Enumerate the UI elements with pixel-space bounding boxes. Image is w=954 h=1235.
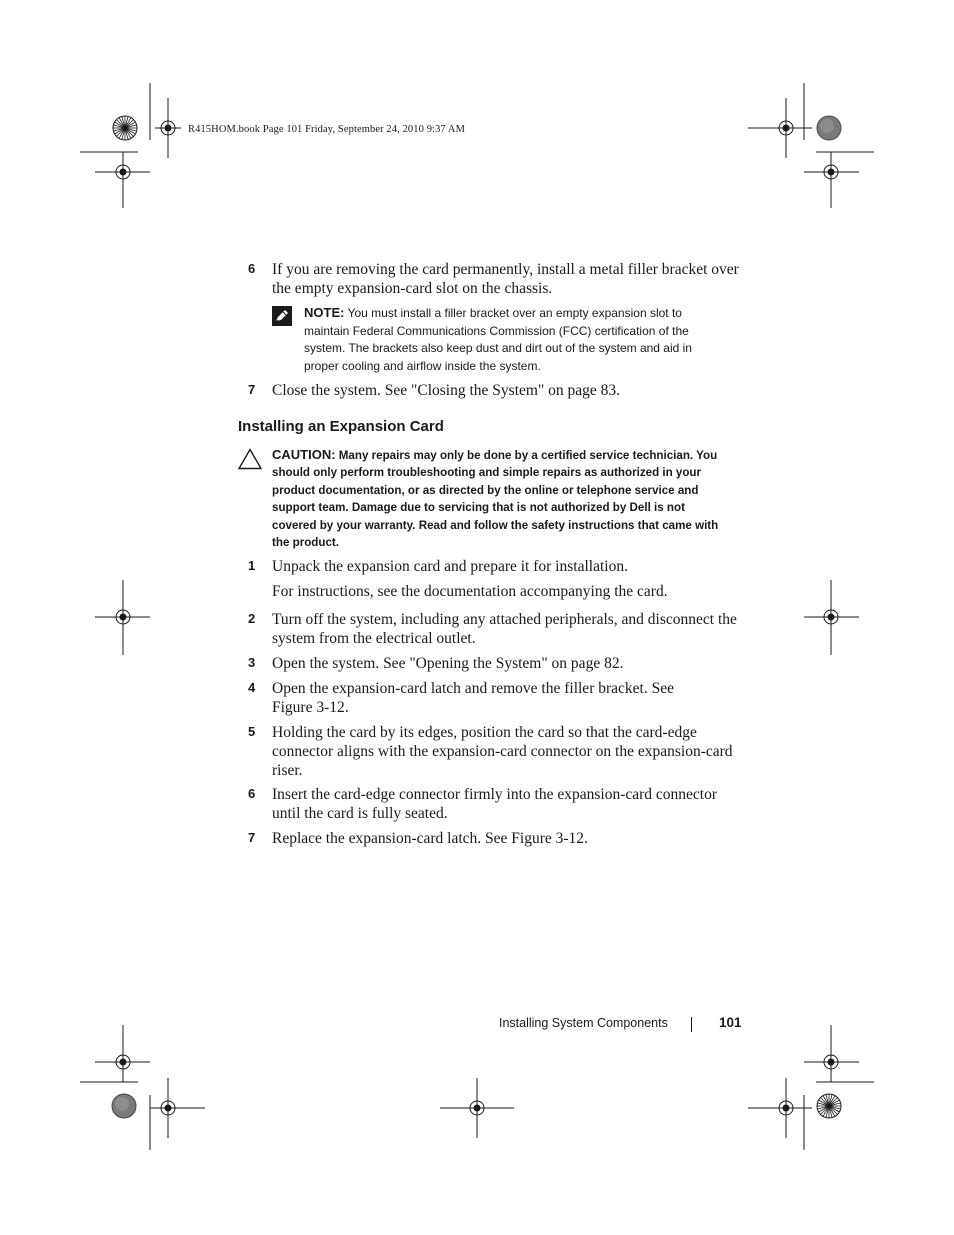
step-1-followup: For instructions, see the documentation accompanying the card.	[272, 583, 668, 600]
starburst-mark	[817, 1094, 841, 1118]
footer-chapter-title: Installing System Components	[499, 1016, 668, 1030]
caution-body: Many repairs may only be done by a certified service technician. You should only perform troubleshooting and simple repairs as authorized in your product documentation, or as directed by the online or telephone service and support team. Damage due to servicing that is not authorized by Dell is not covered by your warranty. Read and follow the safety instructions that came with the product.	[272, 449, 719, 550]
step-text: Turn off the system, including any attached peripherals, and disconnect the system from the electrical outlet.	[272, 611, 737, 647]
note-pencil-icon	[272, 306, 292, 326]
section-heading: Installing an Expansion Card	[238, 418, 444, 435]
step-text: Open the expansion-card latch and remove the filler bracket. See Figure 3-12.	[272, 680, 674, 716]
step-text: Holding the card by its edges, position the card so that the card-edge connector aligns with the expansion-card connector on the expansion-card riser.	[272, 724, 733, 779]
caution-label: CAUTION:	[272, 447, 336, 462]
step-number: 4	[248, 680, 256, 695]
caution-triangle-icon	[238, 448, 262, 470]
page-number: 101	[719, 1015, 742, 1030]
step-text: If you are removing the card permanently, install a metal filler bracket over the empty expansion-card slot on the chassis.	[272, 261, 739, 297]
step-number: 7	[248, 382, 256, 397]
caution-text	[272, 446, 722, 551]
step-number: 6	[248, 786, 256, 801]
footer-separator	[691, 1017, 692, 1032]
step-number: 6	[248, 261, 256, 276]
note-label: NOTE:	[304, 305, 345, 320]
step-text: Unpack the expansion card and prepare it for installation.	[272, 558, 628, 575]
step-number: 5	[248, 724, 256, 739]
grey-disc-mark	[112, 1094, 136, 1118]
step-number: 3	[248, 655, 256, 670]
step-number: 2	[248, 611, 256, 626]
step-text: Insert the card-edge connector firmly into the expansion-card connector until the card is fully seated.	[272, 786, 718, 822]
starburst-mark	[113, 116, 137, 140]
note-body: You must install a filler bracket over an empty expansion slot to maintain Federal Communications Commission (FCC) certification of the system. The brackets also keep dust and dirt out of the system and aid in proper cooling and airflow inside the system.	[304, 306, 692, 373]
note-text	[304, 304, 724, 375]
step-number: 1	[248, 558, 256, 573]
step-text: Close the system. See "Closing the System" on page 83.	[272, 382, 621, 399]
grey-disc-mark	[817, 116, 841, 140]
print-header: R415HOM.book Page 101 Friday, September 24, 2010 9:37 AM	[188, 124, 466, 135]
step-number: 7	[248, 830, 256, 845]
step-text: Open the system. See "Opening the System" on page 82.	[272, 655, 624, 672]
step-text: Replace the expansion-card latch. See Figure 3-12.	[272, 830, 588, 847]
